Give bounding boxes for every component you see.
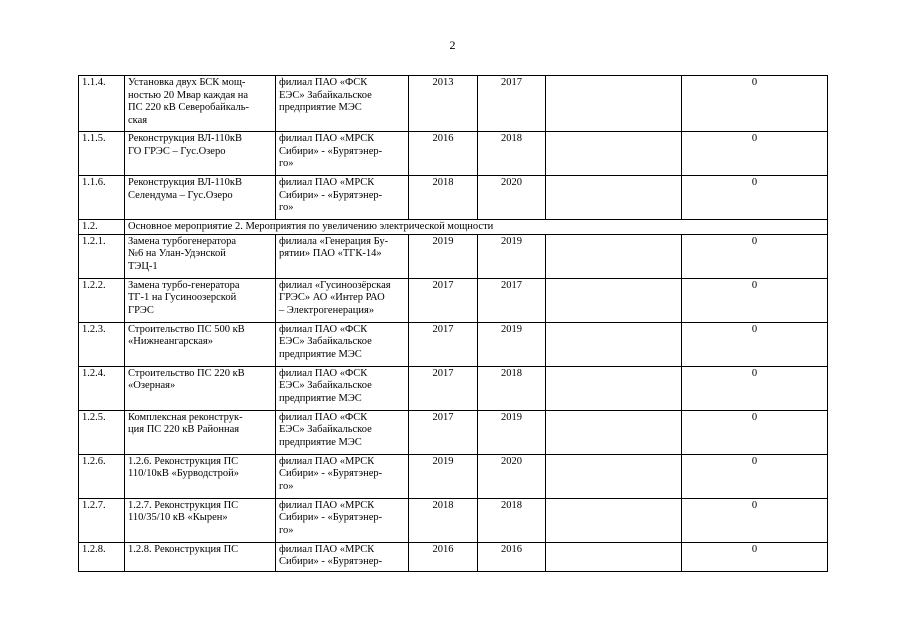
measure-name: Установка двух БСК мощ- ностью 20 Мвар каждая на ПС 220 кВ Северобайкаль- ская [125,76,276,132]
measure-name: 1.2.6. Реконструкция ПС 110/10кВ «Бурводстрой» [125,454,276,498]
page-number: 2 [449,38,456,52]
row-number: 1.1.5. [79,132,125,176]
table-row [79,176,828,220]
start-year: 2017 [409,322,478,366]
responsible-org: филиал ПАО «МРСК Сибири» - «Бурятэнер- го» [276,176,409,220]
value-cell: 0 [682,410,828,454]
note-cell [546,366,682,410]
measure-name: Реконструкция ВЛ-110кВ ГО ГРЭС – Гус.Озеро [125,132,276,176]
value-cell: 0 [682,366,828,410]
start-year: 2016 [409,542,478,571]
end-year: 2016 [478,542,546,571]
table-row [79,366,828,410]
value-cell: 0 [682,234,828,278]
table-row [79,322,828,366]
end-year: 2019 [478,234,546,278]
table-row [79,498,828,542]
section-row [79,220,828,235]
responsible-org: филиал ПАО «ФСК ЕЭС» Забайкальское предприятие МЭС [276,366,409,410]
table-body [79,76,828,572]
measure-name: Реконструкция ВЛ-110кВ Селендума – Гус.Озеро [125,176,276,220]
note-cell [546,322,682,366]
row-number: 1.2.5. [79,410,125,454]
section-number: 1.2. [79,220,125,235]
table-row [79,454,828,498]
measure-name: Комплексная реконструк- ция ПС 220 кВ Районная [125,410,276,454]
end-year: 2018 [478,132,546,176]
responsible-org: филиал «Гусиноозёрская ГРЭС» АО «Интер РАО – Электрогенерация» [276,278,409,322]
row-number: 1.2.6. [79,454,125,498]
row-number: 1.2.2. [79,278,125,322]
start-year: 2019 [409,234,478,278]
responsible-org: филиал ПАО «МРСК Сибири» - «Бурятэнер- го» [276,132,409,176]
table-row [79,76,828,132]
note-cell [546,132,682,176]
responsible-org: филиала «Генерация Бу- рятии» ПАО «ТГК-14» [276,234,409,278]
responsible-org: филиал ПАО «ФСК ЕЭС» Забайкальское предприятие МЭС [276,410,409,454]
start-year: 2017 [409,278,478,322]
end-year: 2017 [478,76,546,132]
end-year: 2019 [478,322,546,366]
note-cell [546,278,682,322]
note-cell [546,76,682,132]
row-number: 1.1.4. [79,76,125,132]
table-row [79,234,828,278]
note-cell [546,498,682,542]
end-year: 2018 [478,498,546,542]
note-cell [546,542,682,571]
measure-name: 1.2.7. Реконструкция ПС 110/35/10 кВ «Кырен» [125,498,276,542]
value-cell: 0 [682,454,828,498]
value-cell: 0 [682,322,828,366]
row-number: 1.2.7. [79,498,125,542]
end-year: 2019 [478,410,546,454]
row-number: 1.1.6. [79,176,125,220]
note-cell [546,454,682,498]
table-row [79,132,828,176]
section-title: Основное мероприятие 2. Мероприятия по увеличению электрической мощности [125,220,828,235]
row-number: 1.2.1. [79,234,125,278]
start-year: 2016 [409,132,478,176]
end-year: 2020 [478,176,546,220]
row-number: 1.2.3. [79,322,125,366]
value-cell: 0 [682,498,828,542]
start-year: 2019 [409,454,478,498]
measure-name: 1.2.8. Реконструкция ПС [125,542,276,571]
responsible-org: филиал ПАО «ФСК ЕЭС» Забайкальское предприятие МЭС [276,322,409,366]
table-row [79,278,828,322]
responsible-org: филиал ПАО «МРСК Сибири» - «Бурятэнер- го» [276,454,409,498]
end-year: 2020 [478,454,546,498]
measure-name: Замена турбогенератора №6 на Улан-Удэнской ТЭЦ-1 [125,234,276,278]
value-cell: 0 [682,132,828,176]
value-cell: 0 [682,278,828,322]
measure-name: Замена турбо-генератора ТГ-1 на Гусиноозерской ГРЭС [125,278,276,322]
start-year: 2017 [409,366,478,410]
measure-name: Строительство ПС 500 кВ «Нижнеангарская» [125,322,276,366]
start-year: 2018 [409,176,478,220]
value-cell: 0 [682,176,828,220]
table-row [79,542,828,571]
responsible-org: филиал ПАО «МРСК Сибири» - «Бурятэнер- го» [276,498,409,542]
table-row [79,410,828,454]
responsible-org: филиал ПАО «ФСК ЕЭС» Забайкальское предприятие МЭС [276,76,409,132]
value-cell: 0 [682,542,828,571]
row-number: 1.2.8. [79,542,125,571]
end-year: 2018 [478,366,546,410]
row-number: 1.2.4. [79,366,125,410]
note-cell [546,410,682,454]
start-year: 2013 [409,76,478,132]
start-year: 2017 [409,410,478,454]
note-cell [546,234,682,278]
value-cell: 0 [682,76,828,132]
measures-table [78,75,828,572]
start-year: 2018 [409,498,478,542]
measure-name: Строительство ПС 220 кВ «Озерная» [125,366,276,410]
end-year: 2017 [478,278,546,322]
note-cell [546,176,682,220]
responsible-org: филиал ПАО «МРСК Сибири» - «Бурятэнер- [276,542,409,571]
